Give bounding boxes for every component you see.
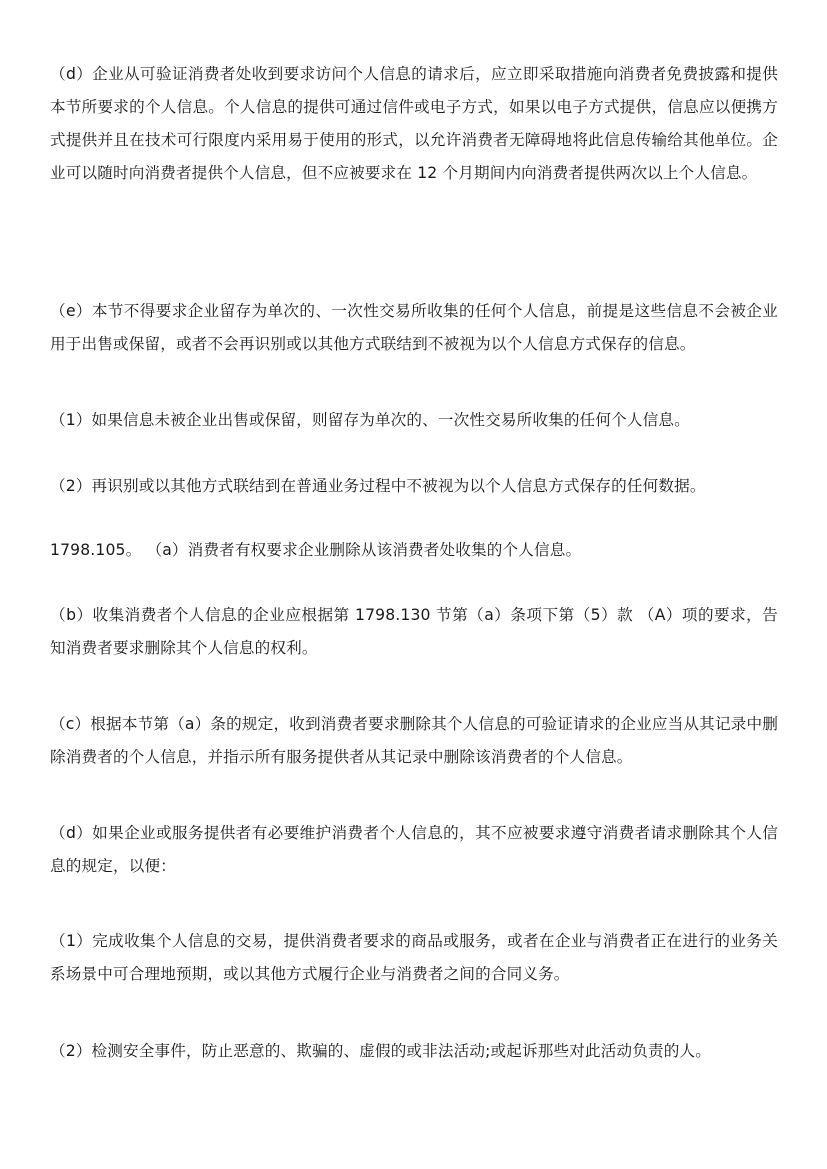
paragraph-exception-1: （1）完成收集个人信息的交易，提供消费者要求的商品或服务，或者在企业与消费者正在进行的业务关系场景中可合理地预期，或以其他方式履行企业与消费者之间的合同义务。 — [50, 932, 778, 983]
paragraph-item-1-single-transaction: （1）如果信息未被企业出售或保留，则留存为单次的、一次性交易所收集的任何个人信息。 — [50, 411, 690, 429]
paragraph-section-e-retention: （e）本节不得要求企业留存为单次的、一次性交易所收集的任何个人信息，前提是这些信息不会被企业用于出售或保留，或者不会再识别或以其他方式联结到不被视为以个人信息方式保存的信息。 — [50, 302, 778, 353]
paragraph-1798-105-a: 1798.105。 （a）消费者有权要求企业删除从该消费者处收集的个人信息。 — [50, 541, 582, 559]
paragraph-section-d-access: （d）企业从可验证消费者处收到要求访问个人信息的请求后，应立即采取措施向消费者免费披露和提供本节所要求的个人信息。个人信息的提供可通过信件或电子方式，如果以电子方式提供，信息应以便携方式提供并且在技术可行限度内采用易于使用的形式，以允许消费者无障碍地将此信息传输给其他单位。企业可以随时向消费者提供个人信息，但不应被要求在 12 个月期间内向消费者提供两次以上个人信息。 — [50, 65, 778, 182]
paragraph-section-b-notify: （b）收集消费者个人信息的企业应根据第 1798.130 节第（a）条项下第（5）款 （A）项的要求，告知消费者要求删除其个人信息的权利。 — [50, 606, 778, 657]
paragraph-exception-2: （2）检测安全事件，防止恶意的、欺骗的、虚假的或非法活动;或起诉那些对此活动负责的人。 — [50, 1042, 711, 1060]
paragraph-item-2-reidentify: （2）再识别或以其他方式联结到在普通业务过程中不被视为以个人信息方式保存的任何数据。 — [50, 477, 706, 495]
paragraph-section-c-delete: （c）根据本节第（a）条的规定，收到消费者要求删除其个人信息的可验证请求的企业应当从其记录中删除消费者的个人信息，并指示所有服务提供者从其记录中删除该消费者的个人信息。 — [50, 715, 778, 766]
paragraph-section-d-exceptions: （d）如果企业或服务提供者有必要维护消费者个人信息的，其不应被要求遵守消费者请求删除其个人信息的规定，以便： — [50, 824, 778, 875]
